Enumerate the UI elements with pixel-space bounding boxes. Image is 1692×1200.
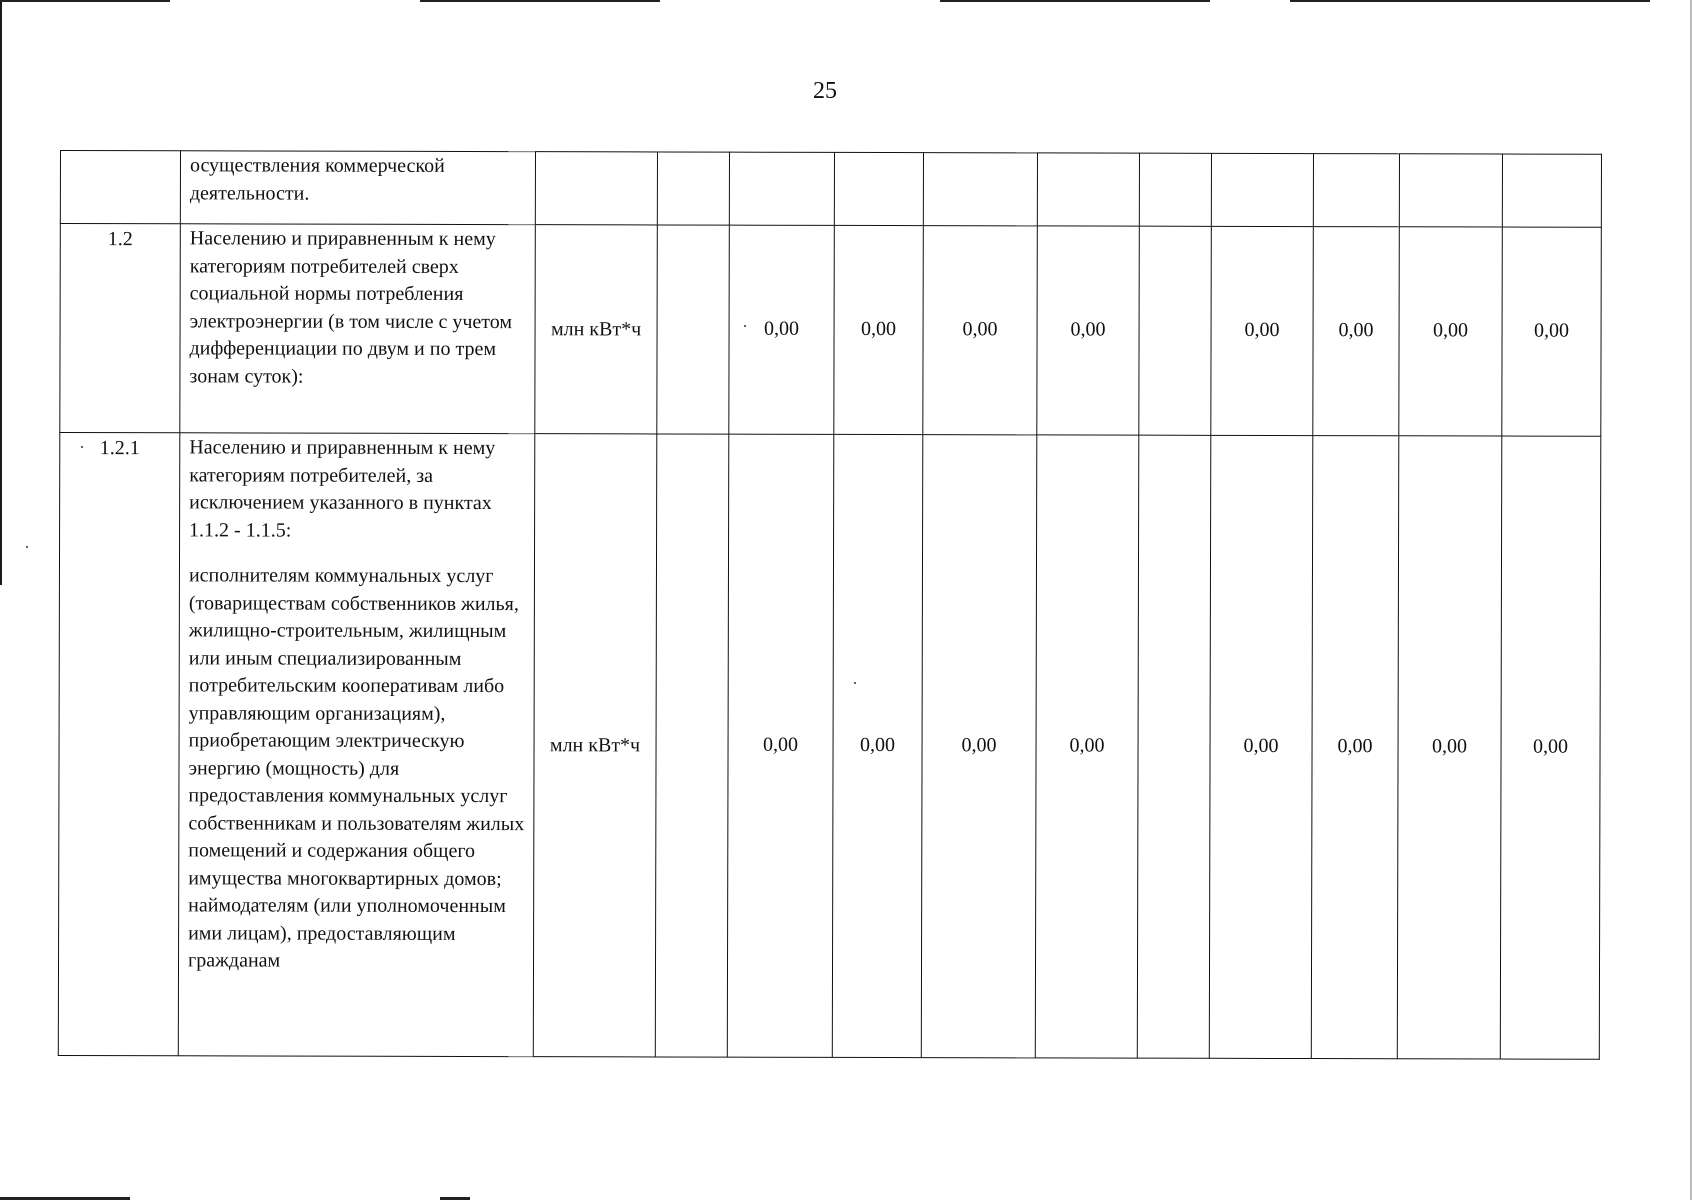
value-cell: 0,00 xyxy=(1500,436,1601,1059)
data-table xyxy=(58,150,1602,1060)
value-cell xyxy=(1399,154,1502,227)
value-cell xyxy=(655,434,729,1057)
scan-edge-top xyxy=(1290,0,1650,2)
value-cell xyxy=(1139,153,1211,226)
row-name xyxy=(180,224,536,434)
value-cell xyxy=(1139,226,1212,435)
table-row xyxy=(60,151,1601,228)
unit-cell: млн кВт*ч xyxy=(533,434,657,1057)
value-cell: 0,00 xyxy=(1397,436,1502,1059)
value-cell xyxy=(657,152,729,225)
row-name-text: осуществления коммерческой деятельности. xyxy=(189,154,445,205)
value-cell xyxy=(729,152,834,225)
row-name-text: Населению и приравненным к нему категориям потребителей сверх социальной нормы потребления электроэнергии (в том числе с учетом дифференциации по двум и по трем зонам суток): xyxy=(189,227,513,388)
row-number xyxy=(60,151,180,224)
scan-edge-top xyxy=(0,0,170,2)
value-cell: 0,00 xyxy=(727,434,834,1057)
value-cell: 0,00 xyxy=(729,225,835,434)
value-cell xyxy=(923,153,1037,226)
row-name xyxy=(178,433,535,1057)
value-cell xyxy=(1037,153,1139,226)
row-name-continued: исполнителям коммунальных услуг (товариществам собственников жилья, жилищно-строительным, жилищным или иным специализированным потребительским кооперативам либо управляющим организациям), приобретающим электрическую энергию (мощность) для предоставления коммунальных услуг собственникам и пользователям жилых помещений и содержания общего имущества многоквартирных домов; наймодателям (или уполномоченным ими лицам), предоставляющим гражданам xyxy=(187,564,525,972)
row-name xyxy=(180,151,535,225)
value-cell: 0,00 xyxy=(1035,435,1139,1058)
row-number: 1.2 xyxy=(60,224,181,433)
value-cell: 0,00 xyxy=(921,435,1037,1058)
table-row xyxy=(60,224,1602,437)
value-cell: 0,00 xyxy=(1311,436,1399,1059)
value-cell: 0,00 xyxy=(1037,226,1140,435)
value-cell xyxy=(1313,154,1399,227)
unit-cell xyxy=(535,152,657,225)
value-cell: 0,00 xyxy=(1209,435,1313,1058)
value-cell xyxy=(1211,153,1313,226)
value-cell: 0,00 xyxy=(1399,227,1503,436)
value-cell xyxy=(1137,435,1211,1058)
value-cell: 0,00 xyxy=(832,434,923,1057)
table-row xyxy=(58,433,1601,1060)
row-name-text: Населению и приравненным к нему категориям потребителей, за исключением указанного в пунктах 1.1.2 - 1.1.5: xyxy=(189,436,496,542)
row-number: 1.2.1 xyxy=(58,433,180,1056)
value-cell: 0,00 xyxy=(1211,226,1314,435)
value-cell: 0,00 xyxy=(1313,227,1400,436)
scan-edge-top xyxy=(940,0,1210,2)
value-cell: 0,00 xyxy=(834,225,924,434)
unit-cell: млн кВт*ч xyxy=(535,225,658,434)
value-cell xyxy=(834,152,923,225)
value-cell: 0,00 xyxy=(923,226,1038,435)
value-cell xyxy=(657,225,730,434)
scan-edge-top xyxy=(420,0,660,2)
page-number: 25 xyxy=(813,78,837,104)
value-cell: 0,00 xyxy=(1502,227,1602,436)
value-cell xyxy=(1502,154,1601,227)
scan-speck xyxy=(26,546,28,548)
